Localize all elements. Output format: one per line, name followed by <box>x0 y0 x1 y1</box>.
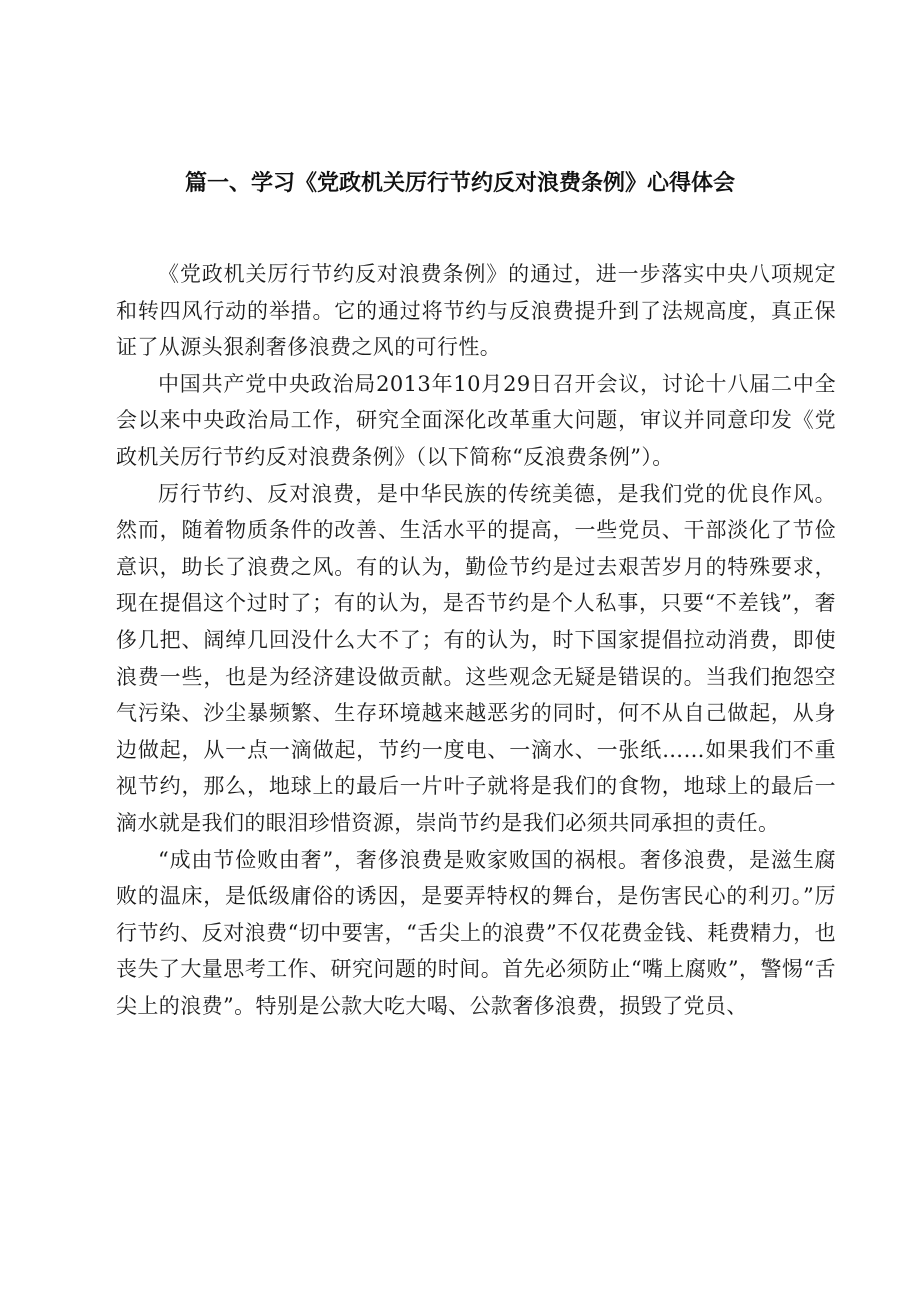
paragraph-1: 《党政机关厉行节约反对浪费条例》的通过，进一步落实中央八项规定和转四风行动的举措。它的通过将节约与反浪费提升到了法规高度，真正保证了从源头狠刹奢侈浪费之风的可行性。 <box>116 262 836 360</box>
document-body <box>116 256 836 1024</box>
paragraph-4: “成由节俭败由奢”，奢侈浪费是败家败国的祸根。奢侈浪费，是滋生腐败的温床，是低级庸俗的诱因，是要弄特权的舞台，是伤害民心的利刃。”厉行节约、反对浪费“切中要害，“舌尖上的浪费”不仅花费金钱、耗费精力，也丧失了大量思考工作、研究问题的时间。首先必须防止“嘴上腐败”，警惕“舌尖上的浪费”。特别是公款大吃大喝、公款奢侈浪费，损毁了党员、 <box>116 847 836 1018</box>
paragraph-3: 厉行节约、反对浪费，是中华民族的传统美德，是我们党的优良作风。然而，随着物质条件的改善、生活水平的提高，一些党员、干部淡化了节俭意识，助长了浪费之风。有的认为，勤俭节约是过去艰苦岁月的特殊要求，现在提倡这个过时了；有的认为，是否节约是个人私事，只要“不差钱”，奢侈几把、阔绰几回没什么大不了；有的认为，时下国家提倡拉动消费，即使浪费一些，也是为经济建设做贡献。这些观念无疑是错误的。当我们抱怨空气污染、沙尘暴频繁、生存环境越来越恶劣的同时，何不从自己做起，从身边做起，从一点一滴做起，节约一度电、一滴水、一张纸……如果我们不重视节约，那么，地球上的最后一片叶子就将是我们的食物，地球上的最后一滴水就是我们的眼泪珍惜资源，崇尚节约是我们必须共同承担的责任。 <box>116 481 836 835</box>
document-title: 篇一、学习《党政机关厉行节约反对浪费条例》心得体会 <box>184 171 735 196</box>
paragraph-2: 中国共产党中央政治局2013年10月29日召开会议，讨论十八届二中全会以来中央政治局工作，研究全面深化改革重大问题，审议并同意印发《党政机关厉行节约反对浪费条例》（以下简称“反浪费条例”）。 <box>116 371 836 469</box>
